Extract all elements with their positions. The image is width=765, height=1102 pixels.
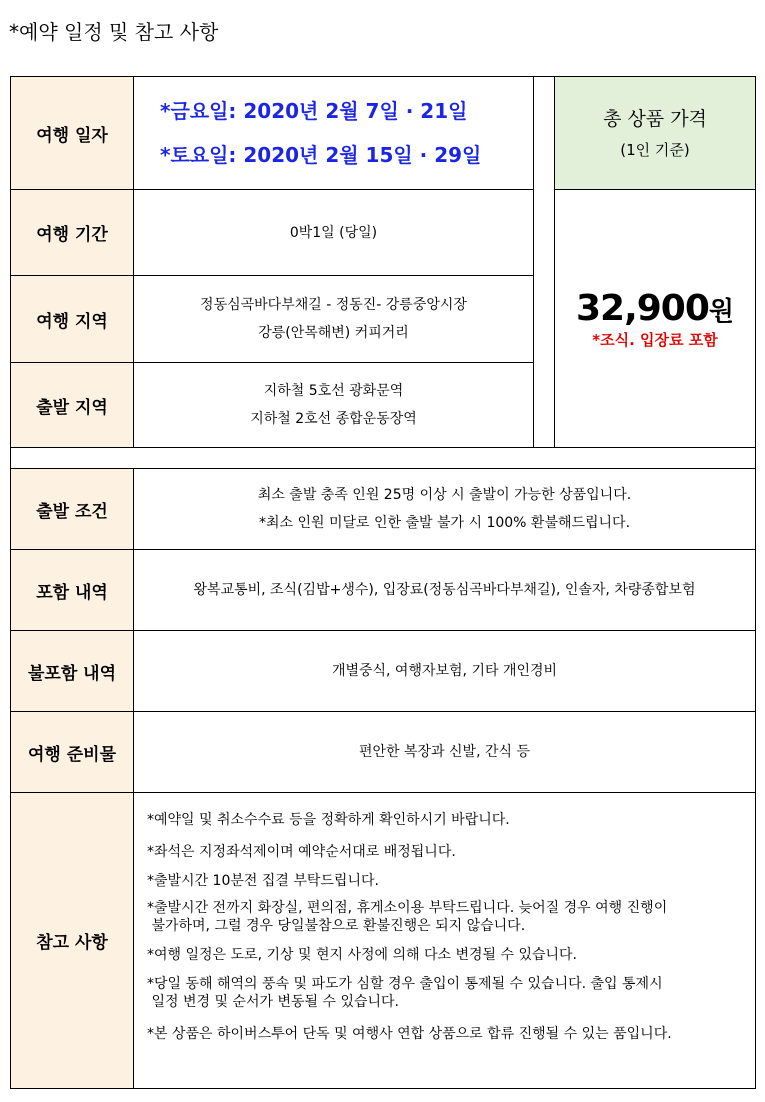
notes-list bbox=[147, 811, 672, 1043]
label-departure: 출발 지역 bbox=[10, 362, 134, 448]
condition-line: *최소 인원 미달로 인한 출발 불가 시 100% 환불해드립니다. bbox=[258, 515, 631, 531]
condition-line: 최소 출발 충족 인원 25명 이상 시 출발이 가능한 상품입니다. bbox=[257, 487, 632, 503]
price-value: 32,900 bbox=[575, 287, 709, 329]
price-note: *조식. 입장료 포함 bbox=[592, 330, 718, 349]
label-notes: 참고 사항 bbox=[10, 792, 134, 1089]
page-title: *예약 일정 및 참고 사항 bbox=[9, 20, 219, 44]
label-travel-date: 여행 일자 bbox=[10, 76, 134, 190]
note-item: *좌석은 지정좌석제이며 예약순서대로 배정됩니다. bbox=[147, 844, 456, 860]
note-item: *여행 일정은 도로, 기상 및 현지 사정에 의해 다소 변경될 수 있습니다. bbox=[147, 947, 577, 963]
region-line: 정동심곡바다부채길 - 정동진- 강릉중앙시장 bbox=[200, 297, 467, 313]
label-preparation: 여행 준비물 bbox=[10, 711, 134, 793]
duration-value: 0박1일 (당일) bbox=[133, 189, 534, 276]
label-region: 여행 지역 bbox=[10, 275, 134, 363]
preparation-value: 편안한 복장과 신발, 간식 등 bbox=[133, 711, 756, 793]
notes-value bbox=[133, 792, 756, 1089]
separator-row bbox=[10, 447, 756, 469]
note-item: *예약일 및 취소수수료 등을 정확하게 확인하시기 바랍니다. bbox=[147, 812, 510, 828]
note-item: *본 상품은 하이버스투어 단독 및 여행사 연합 상품으로 합류 진행될 수 있는 품입니다. bbox=[147, 1026, 672, 1042]
label-included: 포함 내역 bbox=[10, 549, 134, 631]
spacer-column bbox=[533, 76, 555, 448]
note-item: *출발시간 10분전 집결 부탁드립니다. bbox=[147, 873, 379, 889]
price-header bbox=[554, 76, 756, 190]
note-item: *출발시간 전까지 화장실, 편의점, 휴게소이용 부탁드립니다. 늦어질 경우 여행 진행이 불가하며, 그럴 경우 당일불참으로 환불진행은 되지 않습니다. bbox=[147, 900, 668, 934]
region-line: 강릉(안목해변) 커피거리 bbox=[258, 325, 409, 341]
date-line-saturday: *토요일: 2020년 2월 15일 · 29일 bbox=[160, 143, 482, 167]
price-body bbox=[554, 189, 756, 448]
departure-value bbox=[133, 362, 534, 448]
label-excluded: 불포함 내역 bbox=[10, 630, 134, 712]
excluded-value: 개별중식, 여행자보험, 기타 개인경비 bbox=[133, 630, 756, 712]
label-condition: 출발 조건 bbox=[10, 468, 134, 550]
price-unit: 원 bbox=[708, 296, 735, 327]
region-value bbox=[133, 275, 534, 363]
date-line-friday: *금요일: 2020년 2월 7일 · 21일 bbox=[160, 99, 468, 123]
price-heading: 총 상품 가격 bbox=[603, 108, 707, 130]
condition-value bbox=[133, 468, 756, 550]
label-duration: 여행 기간 bbox=[10, 189, 134, 276]
price-subheading: (1인 기준) bbox=[620, 141, 690, 159]
note-item: *당일 동해 해역의 풍속 및 파도가 심할 경우 출입이 통제될 수 있습니다. 출입 통제시 일정 변경 및 순서가 변동될 수 있습니다. bbox=[147, 976, 663, 1010]
departure-line: 지하철 2호선 종합운동장역 bbox=[250, 411, 417, 427]
travel-date-value bbox=[133, 76, 534, 190]
price-amount bbox=[576, 288, 734, 329]
included-value: 왕복교통비, 조식(김밥+생수), 입장료(정동심곡바다부채길), 인솔자, 차량종합보험 bbox=[133, 549, 756, 631]
departure-line: 지하철 5호선 광화문역 bbox=[263, 383, 404, 399]
